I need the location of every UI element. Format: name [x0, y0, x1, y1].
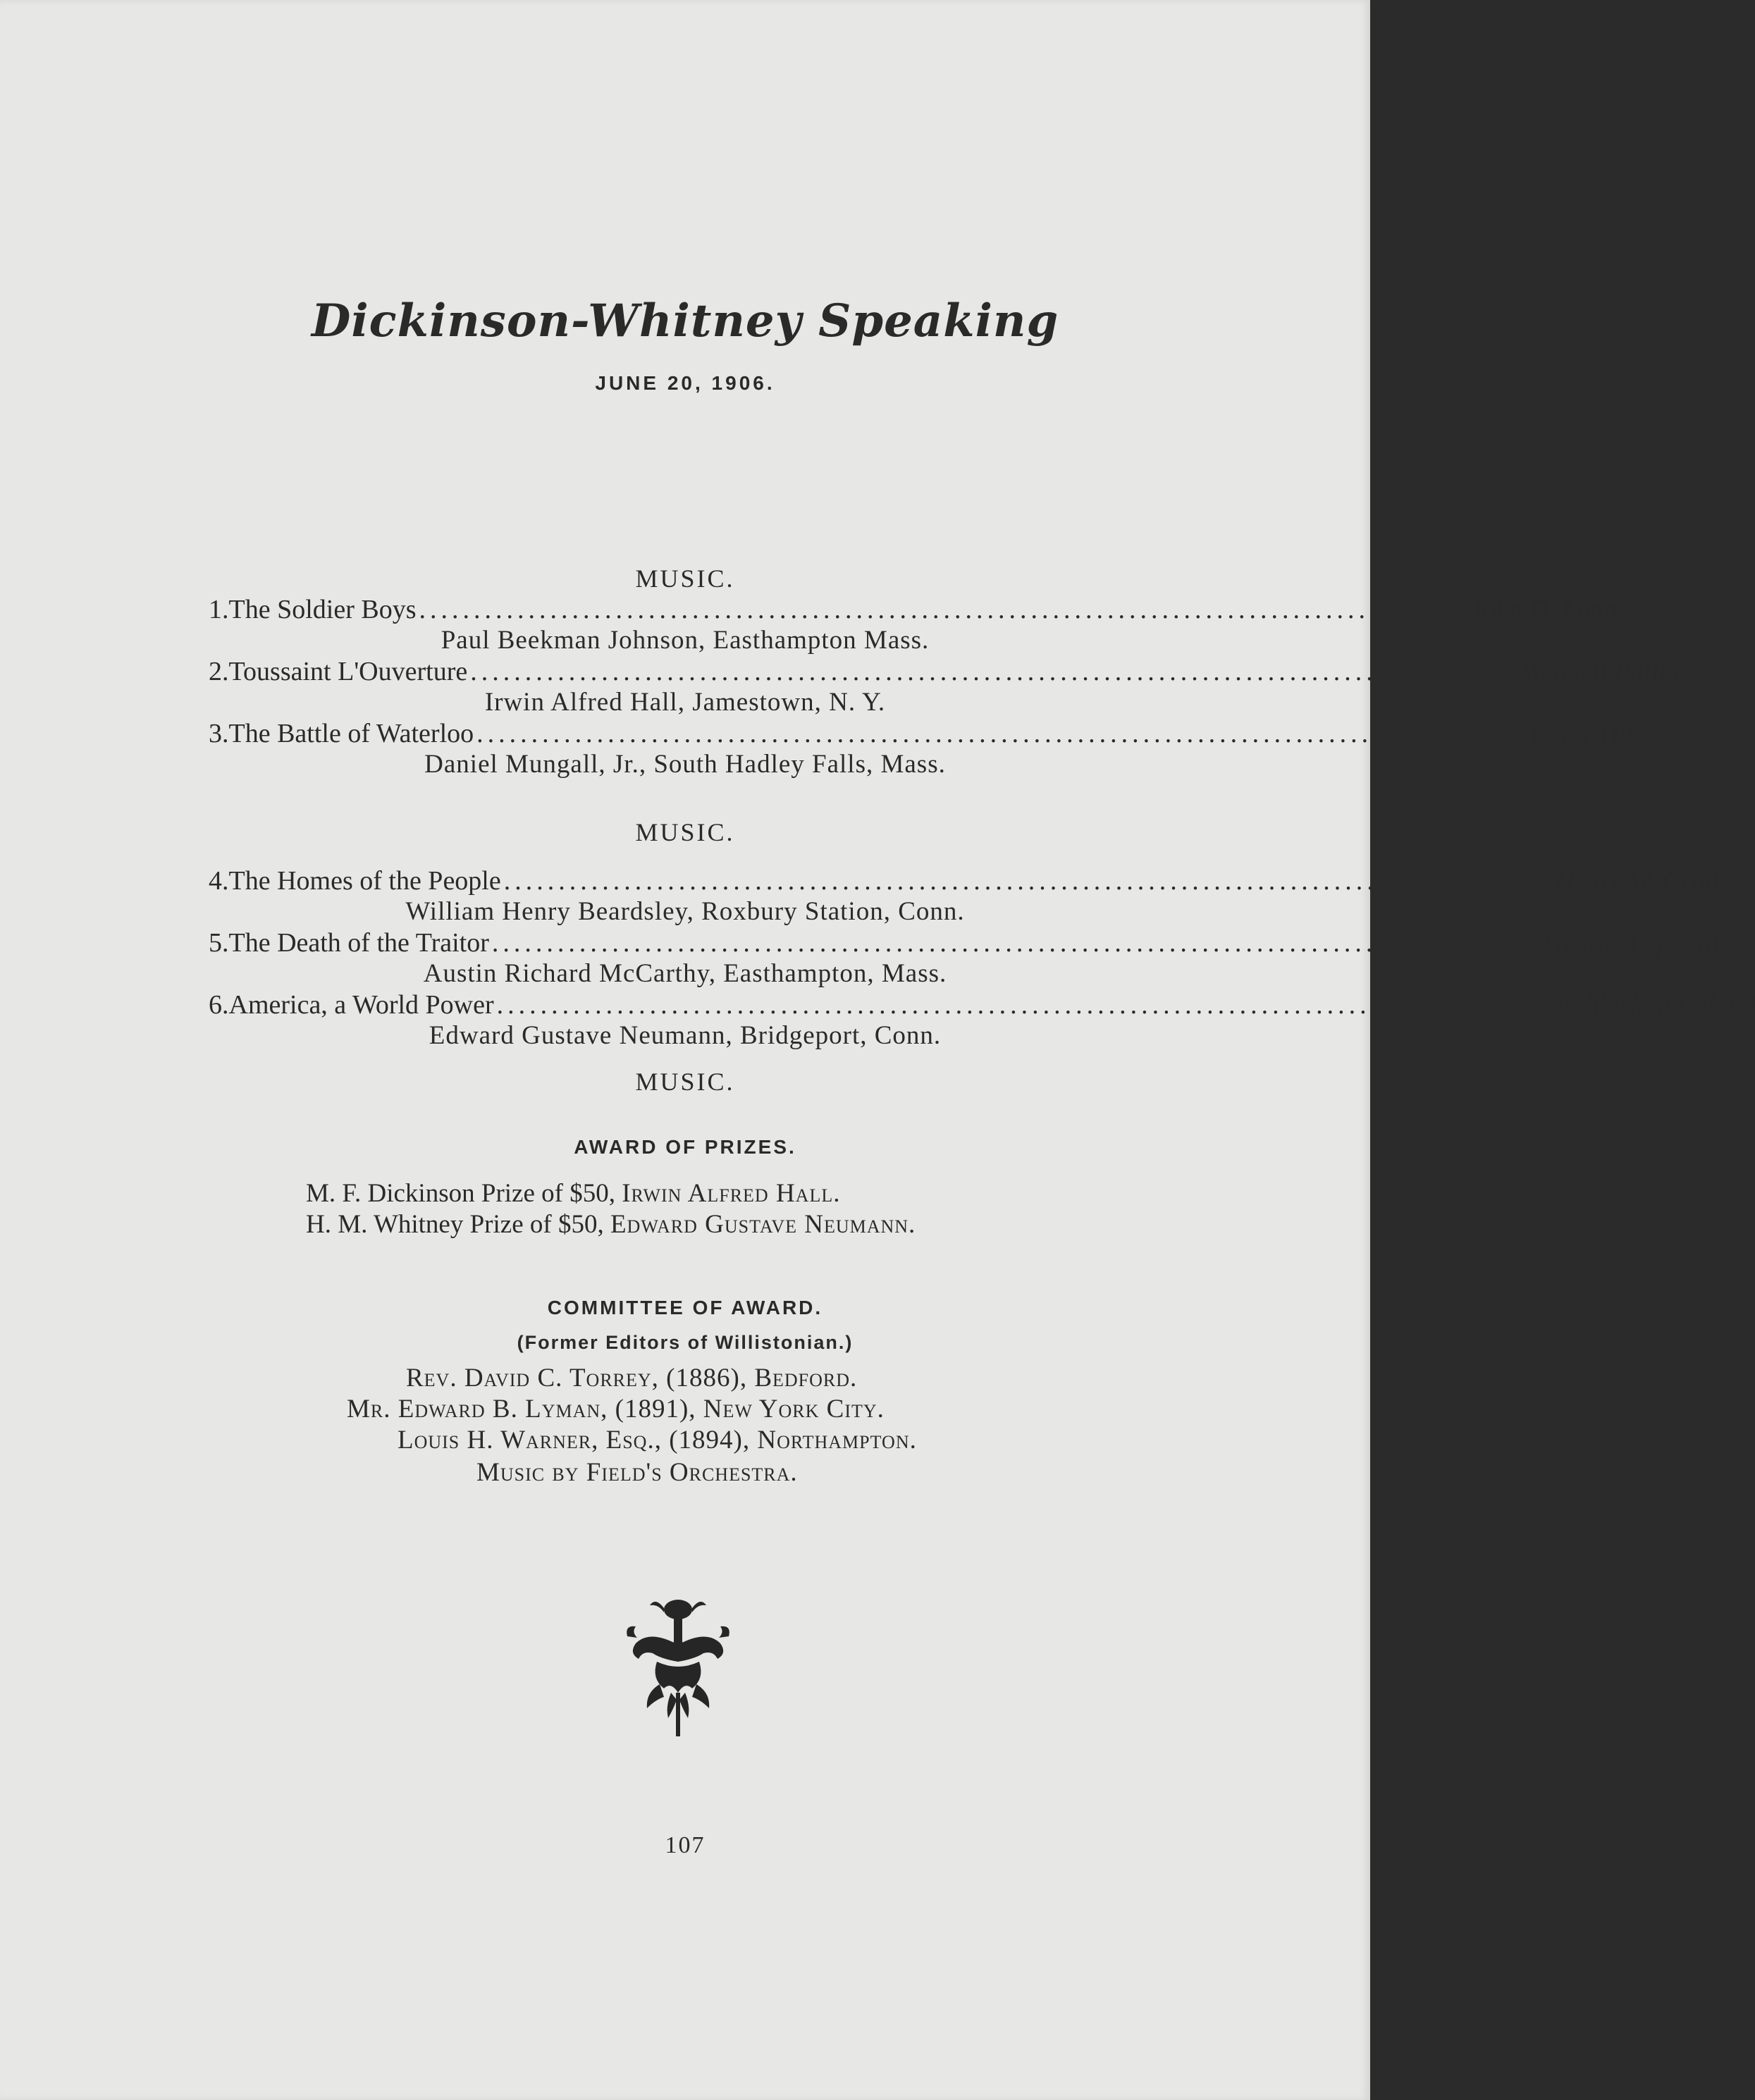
item-title: America, a World Power — [228, 990, 494, 1020]
page-title: Dickinson-Whitney Speaking — [311, 295, 1059, 347]
program-item — [209, 594, 1618, 625]
item-author: Henry W. Grady — [1555, 866, 1731, 896]
leader-dots: ................................................................................................ — [491, 928, 1541, 958]
leader-dots: ................................................................................................ — [496, 990, 1546, 1020]
committee-member: Louis H. Warner, Esq., (1894), Northampton. — [398, 1426, 917, 1454]
speaker-place: , Easthampton, Mass. — [708, 959, 947, 988]
item-number: 2. — [209, 657, 229, 686]
program-item — [209, 989, 1755, 1020]
prize-line — [306, 1209, 916, 1240]
item-title: The Battle of Waterloo — [228, 719, 474, 748]
program-item — [209, 865, 1731, 896]
awards-heading: AWARD OF PRIZES. — [574, 1136, 796, 1158]
music-heading-3: MUSIC. — [635, 1068, 735, 1096]
prize-winner: Irwin Alfred Hall. — [622, 1179, 841, 1208]
item-speaker — [0, 749, 1370, 780]
prize-text: M. F. Dickinson Prize of $50, — [306, 1179, 622, 1208]
prize-line — [306, 1178, 840, 1209]
leader-dots: ................................................................................................ — [503, 866, 1553, 896]
committee-member: Mr. Edward B. Lyman, (1891), New York City. — [347, 1395, 885, 1423]
committee-subheading: (Former Editors of Willistonian.) — [517, 1332, 854, 1353]
item-number: 6. — [209, 990, 229, 1020]
committee-heading: COMMITTEE OF AWARD. — [547, 1297, 823, 1318]
program-item — [209, 718, 1660, 749]
speaker-place: , Easthampton Mass. — [698, 626, 930, 655]
item-author: Victor Hugo — [1528, 719, 1660, 748]
prize-winner: Edward Gustave Neumann. — [610, 1210, 916, 1239]
speaker-name: Austin Richard McCarthy — [423, 959, 709, 988]
speaker-name: Edward Gustave Neumann — [429, 1021, 726, 1050]
music-heading-1: MUSIC. — [635, 564, 735, 593]
music-heading-2: MUSIC. — [635, 818, 735, 846]
speaker-place: , South Hadley Falls, Mass. — [639, 750, 946, 779]
speaker-place: , Roxbury Station, Conn. — [686, 897, 965, 926]
music-credit: Music by Field's Orchestra. — [476, 1458, 798, 1487]
program-item — [209, 927, 1720, 958]
item-speaker — [0, 958, 1370, 989]
leader-dots: ................................................................................................ — [470, 657, 1520, 686]
committee-member: Rev. David C. Torrey, (1886), Bedford. — [406, 1364, 858, 1392]
speaker-name: Paul Beekman Johnson — [441, 626, 698, 655]
item-author: George Leppard — [1543, 928, 1720, 958]
prize-text: H. M. Whitney Prize of $50, — [306, 1210, 610, 1239]
item-number: 1. — [209, 595, 229, 624]
fleuron-icon — [622, 1594, 734, 1742]
item-number: 5. — [209, 928, 229, 958]
item-title: Toussaint L'Ouverture — [228, 657, 468, 686]
speaker-name: Irwin Alfred Hall — [484, 688, 678, 717]
item-speaker — [0, 625, 1370, 656]
item-author: Wendell Phillips — [1522, 657, 1697, 686]
item-speaker — [0, 896, 1370, 927]
speaker-place: , Jamestown, N. Y. — [677, 688, 886, 717]
leader-dots: ................................................................................................ — [419, 595, 1468, 624]
program-item — [209, 656, 1697, 687]
speaker-place: , Bridgeport, Conn. — [725, 1021, 942, 1050]
item-speaker — [0, 1020, 1370, 1051]
item-number: 4. — [209, 866, 229, 896]
leader-dots: ................................................................................................ — [476, 719, 1526, 748]
item-title: The Homes of the People — [228, 866, 501, 896]
event-date: JUNE 20, 1906. — [595, 372, 775, 394]
item-author: John D. Long — [1470, 595, 1618, 624]
speaker-name: William Henry Beardsley — [405, 897, 687, 926]
item-speaker — [0, 687, 1370, 718]
item-author: Archbishop Ireland — [1548, 990, 1755, 1020]
speaker-name: Daniel Mungall, Jr. — [424, 750, 639, 779]
item-title: The Death of the Traitor — [228, 928, 489, 958]
item-number: 3. — [209, 719, 229, 748]
page-number: 107 — [665, 1832, 706, 1858]
item-title: The Soldier Boys — [228, 595, 417, 624]
